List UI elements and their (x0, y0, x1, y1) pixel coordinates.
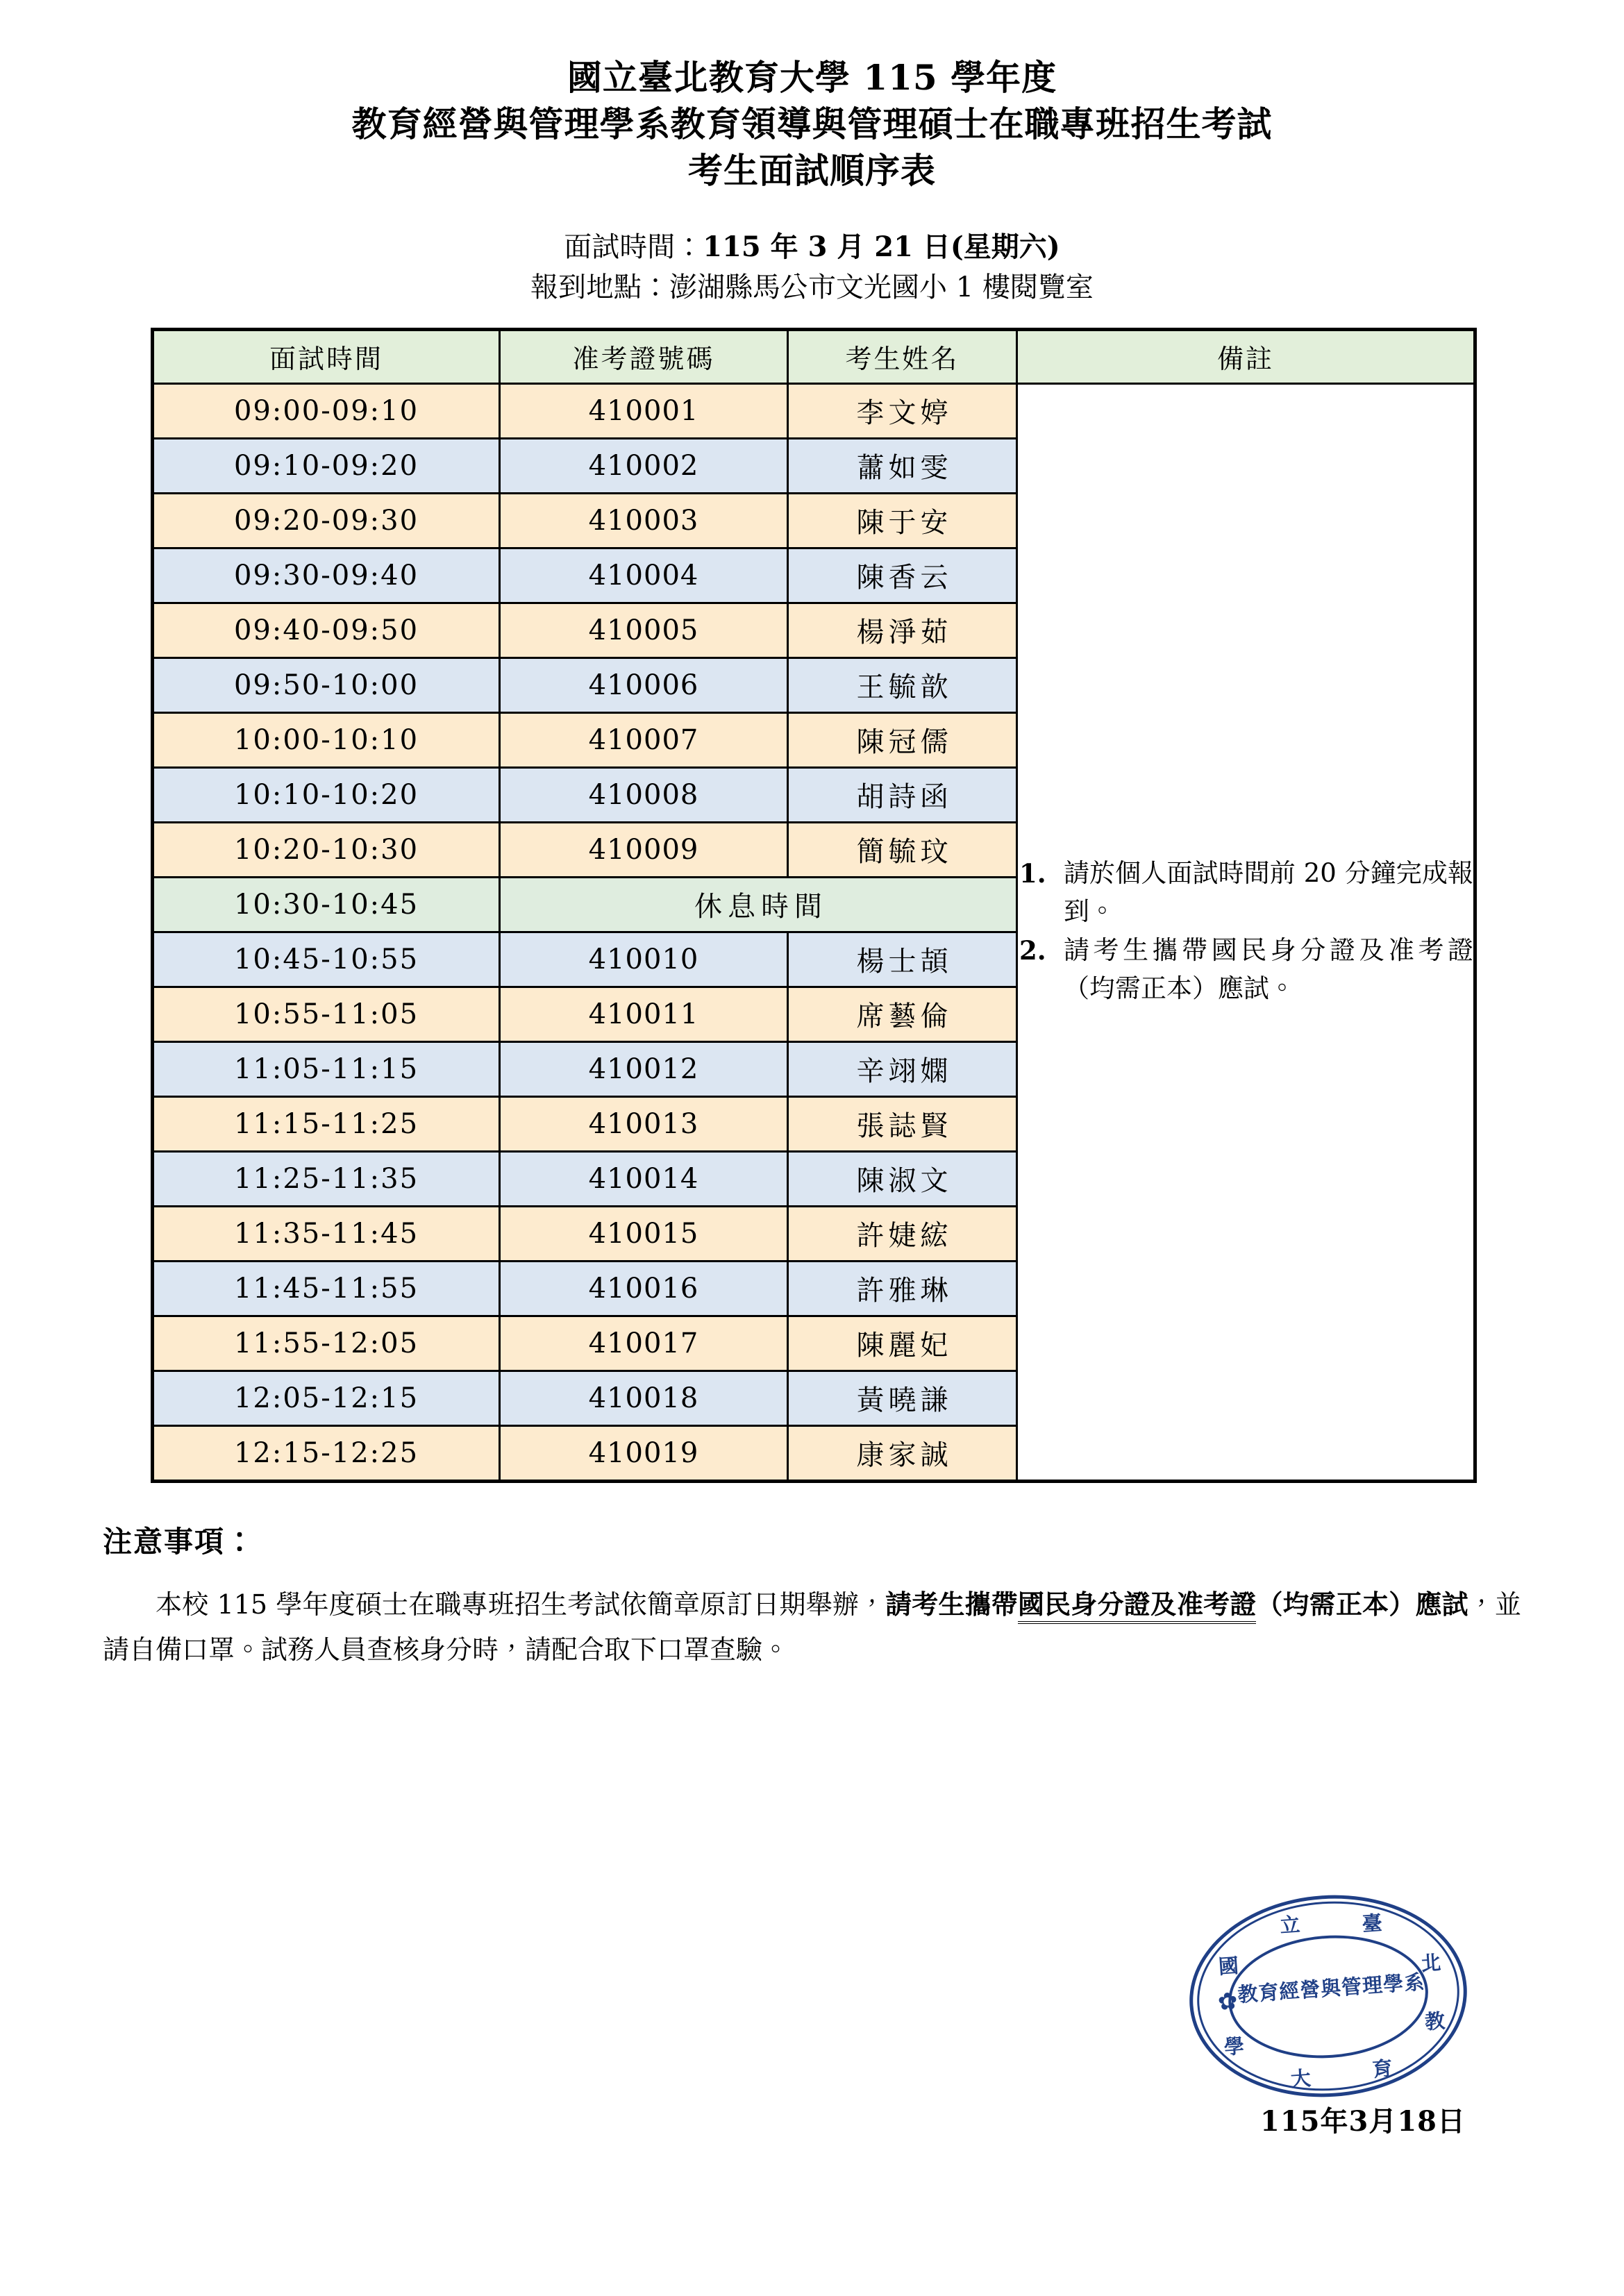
cell-interview-time: 10:00-10:10 (153, 712, 500, 767)
document-title (0, 0, 1624, 194)
table-header-row (153, 329, 1475, 383)
report-location-value: 澎湖縣馬公市文光國小 1 樓閱覽室 (669, 271, 1094, 304)
notice-body (103, 1582, 1521, 1673)
notice-part-3-underlined: 國民身分證及准考證 (1018, 1589, 1256, 1624)
cell-interview-time: 09:50-10:00 (153, 657, 500, 712)
cell-candidate-name: 陳香云 (788, 548, 1017, 603)
cell-candidate-name: 陳冠儒 (788, 712, 1017, 767)
remark-number: 2. (1019, 935, 1046, 966)
interview-date-label: 面試時間： (564, 231, 703, 263)
cell-candidate-name: 陳于安 (788, 493, 1017, 548)
cell-interview-time: 11:15-11:25 (153, 1096, 500, 1151)
title-line-3: 考生面試順序表 (688, 150, 936, 191)
cell-candidate-name: 蕭如雯 (788, 438, 1017, 493)
cell-interview-time: 11:35-11:45 (153, 1206, 500, 1261)
cell-interview-time: 11:45-11:55 (153, 1261, 500, 1316)
cell-exam-number: 410009 (500, 822, 788, 877)
notice-part-2: 請考生攜帶 (885, 1588, 1018, 1620)
cell-interview-time: 09:40-09:50 (153, 603, 500, 657)
cell-exam-number: 410010 (500, 932, 788, 987)
cell-exam-number: 410005 (500, 603, 788, 657)
notice-part-1: 本校 115 學年度碩士在職專班招生考試依簡章原訂日期舉辦， (156, 1589, 886, 1620)
seal-graphic (1182, 1886, 1473, 2106)
cell-interview-time: 09:30-09:40 (153, 548, 500, 603)
cell-remarks (1017, 383, 1475, 1481)
title-line-1: 國立臺北教育大學 115 學年度 (567, 57, 1057, 98)
cell-exam-number: 410016 (500, 1261, 788, 1316)
remark-item (1018, 855, 1473, 931)
title-line-2: 教育經營與管理學系教育領導與管理碩士在職專班招生考試 (351, 103, 1273, 144)
cell-interview-time: 10:10-10:20 (153, 767, 500, 822)
cell-candidate-name: 席藝倫 (788, 987, 1017, 1041)
seal-outer-char: 學 (1223, 2034, 1246, 2059)
cell-candidate-name: 簡毓玟 (788, 822, 1017, 877)
cell-interview-time: 09:00-09:10 (153, 383, 500, 438)
cell-exam-number: 410007 (500, 712, 788, 767)
cell-candidate-name: 陳淑文 (788, 1151, 1017, 1206)
cell-exam-number: 410017 (500, 1316, 788, 1371)
cell-candidate-name: 許婕綋 (788, 1206, 1017, 1261)
cell-exam-number: 410019 (500, 1425, 788, 1481)
remark-text: 請於個人面試時間前 20 分鐘完成報到。 (1064, 857, 1473, 926)
header-interview-time: 面試時間 (153, 329, 500, 383)
table-row (153, 383, 1475, 438)
cell-exam-number: 410004 (500, 548, 788, 603)
cell-interview-time: 10:55-11:05 (153, 987, 500, 1041)
table-body (153, 383, 1475, 1481)
report-location-label: 報到地點： (530, 271, 670, 304)
seal-flower-icon: ✿ (1216, 1987, 1239, 2017)
cell-candidate-name: 楊淨茹 (788, 603, 1017, 657)
schedule-table (151, 328, 1477, 1483)
seal-outer-char: 北 (1420, 1950, 1442, 1976)
event-info (0, 227, 1624, 308)
remark-number: 1. (1019, 857, 1046, 889)
cell-candidate-name: 楊士頡 (788, 932, 1017, 987)
cell-interview-time: 11:25-11:35 (153, 1151, 500, 1206)
remark-item (1018, 932, 1473, 1008)
seal-outer-char: 臺 (1361, 1911, 1383, 1936)
cell-candidate-name: 康家誠 (788, 1425, 1017, 1481)
header-remarks: 備註 (1017, 329, 1475, 383)
cell-exam-number: 410001 (500, 383, 788, 438)
cell-candidate-name: 李文婷 (788, 383, 1017, 438)
notice-part-5: ，並請自備口罩。試務人員查核身分時，請配合取下口罩查驗。 (103, 1589, 1521, 1666)
header-candidate-name: 考生姓名 (788, 329, 1017, 383)
cell-exam-number: 410018 (500, 1371, 788, 1425)
notice-part-4: （均需正本）應試 (1256, 1588, 1468, 1620)
cell-candidate-name: 胡詩函 (788, 767, 1017, 822)
seal-outer-char: 育 (1371, 2056, 1393, 2081)
remark-text: 請考生攜帶國民身分證及准考證（均需正本）應試。 (1064, 935, 1473, 1004)
cell-exam-number: 410015 (500, 1206, 788, 1261)
cell-interview-time: 09:20-09:30 (153, 493, 500, 548)
cell-exam-number: 410012 (500, 1041, 788, 1096)
cell-break-label: 休息時間 (500, 877, 1017, 932)
seal-outer-char: 大 (1289, 2065, 1312, 2091)
seal-outer-char: 國 (1217, 1953, 1239, 1979)
cell-candidate-name: 王毓歆 (788, 657, 1017, 712)
cell-interview-time: 10:20-10:30 (153, 822, 500, 877)
cell-candidate-name: 辛翊嫻 (788, 1041, 1017, 1096)
header-exam-number: 准考證號碼 (500, 329, 788, 383)
cell-exam-number: 410014 (500, 1151, 788, 1206)
cell-exam-number: 410002 (500, 438, 788, 493)
document-date: 115年3月18日 (1260, 2105, 1466, 2138)
notice-section (0, 1519, 1624, 1673)
cell-interview-time: 12:05-12:15 (153, 1371, 500, 1425)
cell-interview-time: 10:45-10:55 (153, 932, 500, 987)
cell-exam-number: 410006 (500, 657, 788, 712)
cell-candidate-name: 許雅琳 (788, 1261, 1017, 1316)
cell-exam-number: 410013 (500, 1096, 788, 1151)
seal-department-text: 教育經營與管理學系 (1237, 1970, 1426, 2007)
cell-interview-time: 11:55-12:05 (153, 1316, 500, 1371)
cell-exam-number: 410008 (500, 767, 788, 822)
official-seal (1189, 1895, 1488, 2111)
cell-interview-time: 11:05-11:15 (153, 1041, 500, 1096)
cell-interview-time: 12:15-12:25 (153, 1425, 500, 1481)
table-head (153, 329, 1475, 383)
seal-outer-char: 教 (1424, 2009, 1446, 2034)
cell-exam-number: 410011 (500, 987, 788, 1041)
notice-heading: 注意事項： (103, 1524, 256, 1559)
interview-date-line (0, 227, 1624, 267)
cell-candidate-name: 張誌賢 (788, 1096, 1017, 1151)
cell-exam-number: 410003 (500, 493, 788, 548)
cell-interview-time: 10:30-10:45 (153, 877, 500, 932)
schedule-table-wrapper (151, 328, 1473, 1483)
seal-outer-char: 立 (1279, 1912, 1301, 1938)
cell-candidate-name: 黃曉謙 (788, 1371, 1017, 1425)
report-location-line (0, 267, 1624, 308)
remarks-list (1018, 855, 1473, 1008)
cell-interview-time: 09:10-09:20 (153, 438, 500, 493)
interview-date-value: 115 年 3 月 21 日(星期六) (703, 231, 1060, 263)
cell-candidate-name: 陳麗妃 (788, 1316, 1017, 1371)
